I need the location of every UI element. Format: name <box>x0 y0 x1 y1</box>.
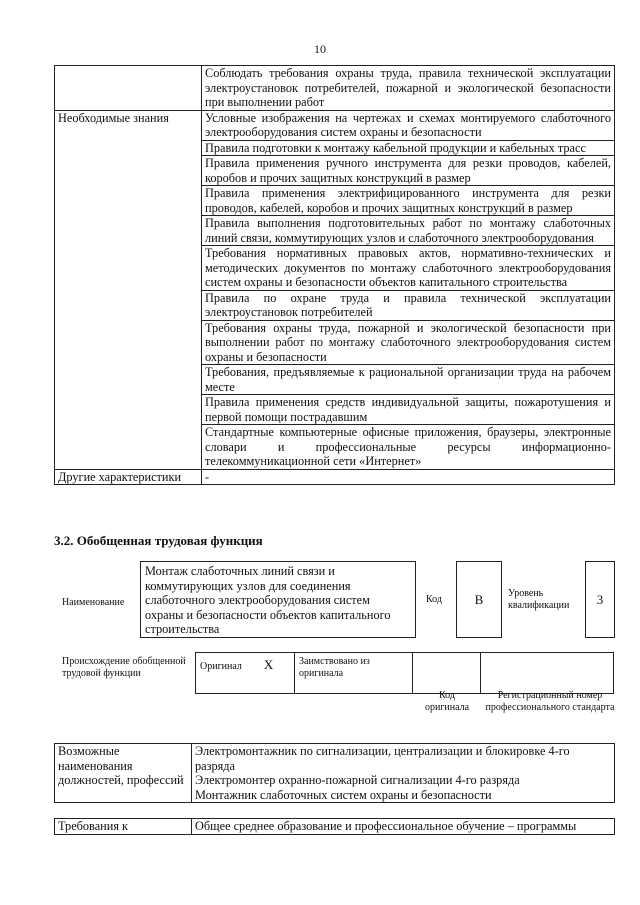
row-value: Стандартные компьютерные офисные приложения, браузеры, электронные словари и профессиональные ресурсы информационно-телекоммуникационной сети «Интернет» <box>202 425 615 470</box>
reg-number-caption: Регистрационный номер профессионального стандарта <box>485 690 615 713</box>
code-original-caption: Код оригинала <box>424 690 470 713</box>
level-label: Уровень квалификации <box>508 588 570 611</box>
row-label: Другие характеристики <box>55 469 202 485</box>
row-value: Правила применения электрифицированного инструмента для резки проводов, кабелей, коробов и прочих защитных конструкций в размер <box>202 186 615 216</box>
function-name-box: Монтаж слаботочных линий связи и коммутирующих узлов для соединения слаботочного электрооборудования систем охраны и безопасности объектов капитального строительства <box>140 561 416 638</box>
row-value: Требования нормативных правовых актов, нормативно-технических и методических документов по монтажу слаботочного электрооборудования систем охраны и безопасности объектов капитального строительства <box>202 246 615 291</box>
section-heading: 3.2. Обобщенная трудовая функция <box>54 533 263 548</box>
requirements-table <box>54 818 615 835</box>
original-label: Оригинал <box>200 661 242 672</box>
code-label: Код <box>426 594 442 605</box>
positions-table <box>54 743 615 803</box>
row-value: Правила применения средств индивидуальной защиты, пожаротушения и первой помощи пострадавшим <box>202 395 615 425</box>
row-value: - <box>202 469 615 485</box>
row-value: Требования охраны труда, пожарной и экологической безопасности при выполнении работ по монтажу слаботочного электрооборудования систем охраны и безопасности <box>202 320 615 365</box>
position-item: Электромонтер охранно-пожарной сигнализации 4-го разряда <box>195 773 520 787</box>
knowledge-table <box>54 65 615 485</box>
positions-label: Возможные наименования должностей, профессий <box>55 744 192 803</box>
borrowed-label: Заимствовано из оригинала <box>299 656 370 679</box>
origin-reg-number-cell <box>481 653 614 694</box>
requirements-label: Требования к <box>55 819 192 835</box>
row-value: Соблюдать требования охраны труда, правила технической эксплуатации электроустановок потребителей, пожарной и экологической безопасности при выполнении работ <box>202 66 615 111</box>
position-item: Монтажник слаботочных систем охраны и безопасности <box>195 787 492 802</box>
row-value: Условные изображения на чертежах и схемах монтируемого слаботочного электрооборудования систем охраны и безопасности <box>202 110 615 140</box>
origin-borrowed-cell <box>295 653 413 694</box>
row-value: Правила применения ручного инструмента для резки проводов, кабелей, коробов и прочих защитных конструкций в размер <box>202 156 615 186</box>
table-row <box>55 469 615 485</box>
original-mark: X <box>263 657 274 672</box>
row-value: Правила подготовки к монтажу кабельной продукции и кабельных трасс <box>202 140 615 156</box>
row-value: Правила выполнения подготовительных работ по монтажу слаботочных линий связи, коммутирующих узлов и слаботочного электрооборудования <box>202 216 615 246</box>
positions-list <box>192 744 615 803</box>
requirements-value: Общее среднее образование и профессиональное обучение – программы <box>192 819 615 835</box>
table-row <box>55 66 615 111</box>
table-row <box>55 110 615 140</box>
row-label: Необходимые знания <box>55 110 202 469</box>
row-value: Требования, предъявляемые к рациональной организации труда на рабочем месте <box>202 365 615 395</box>
position-item: Электромонтажник по сигнализации, централизации и блокировке 4-го разряда <box>195 744 570 773</box>
name-label: Наименование <box>62 597 125 608</box>
origin-table <box>195 652 614 694</box>
origin-label: Происхождение обобщенной трудовой функции <box>62 656 186 679</box>
origin-code-cell <box>413 653 481 694</box>
code-value-box: B <box>456 561 502 638</box>
origin-original-cell <box>196 653 295 694</box>
level-value-box: 3 <box>585 561 615 638</box>
row-value: Правила по охране труда и правила технической эксплуатации электроустановок потребителей <box>202 290 615 320</box>
page-number: 10 <box>314 42 326 56</box>
row-label <box>55 66 202 111</box>
